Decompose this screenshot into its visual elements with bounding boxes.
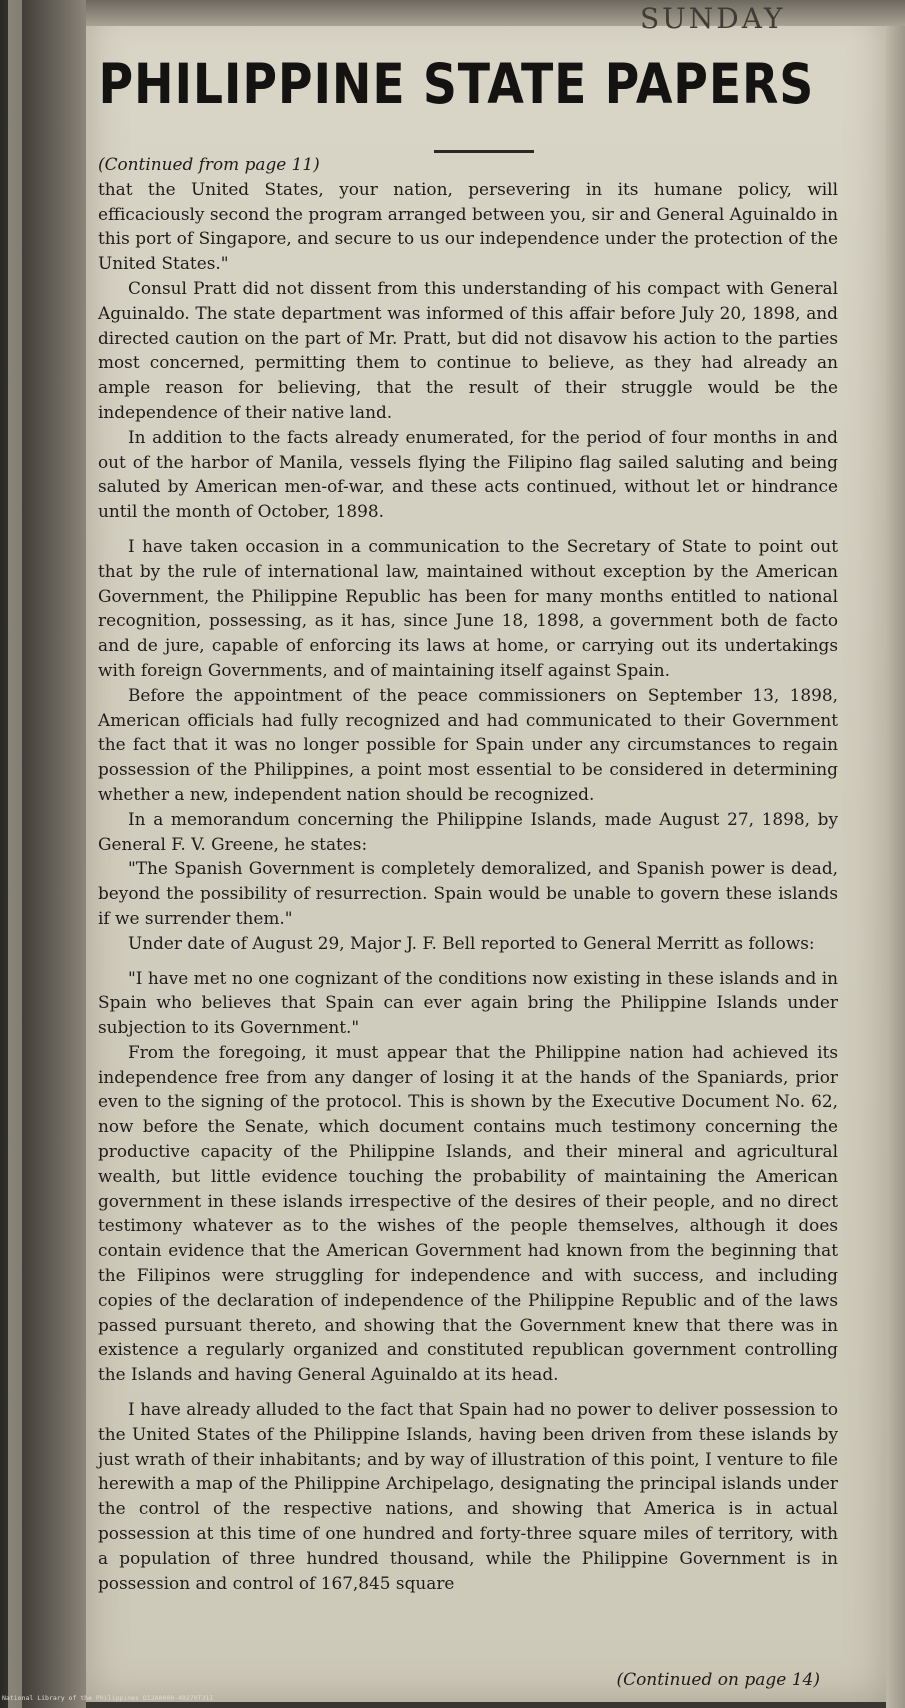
paragraph: From the foregoing, it must appear that the Philippine nation had achieved its independence free from any danger of losing it at the hands of the Spaniards, prior even to the signing of the protocol. This is shown by the Executive Document No. 62, now before the Senate, which document contains much testimony concerning the productive capacity of the Philippine Islands, and their mineral and agricultural wealth, but little evidence touching the probability of maintaining the American government in these islands irrespective of the desires of their people, and no direct testimony whatever as to the wishes of the people themselves, although it does contain evidence that the American Government had known from the beginning that the Filipinos were struggling for independence and with success, and including copies of the declaration of independence of the Philippine Republic and of the laws passed pursuant thereto, and showing that the Government knew that there was in existence a regularly organized and constituted republican government controlling the Islands and having General Aguinaldo at its head. — [98, 1041, 838, 1385]
paragraph: Under date of August 29, Major J. F. Bell reported to General Merritt as follows: — [128, 932, 815, 953]
continued-from-note: (Continued from page 11) — [98, 154, 320, 174]
book-binding — [0, 0, 86, 1708]
paragraph: that the United States, your nation, persevering in its humane policy, will efficaciously second the program arranged between you, sir and General Aguinaldo in this port of Singapore, and secure to us our independence under the protection of the United States." — [98, 178, 838, 274]
article-column — [98, 152, 838, 1595]
masthead-day: SUNDAY — [640, 2, 786, 35]
paragraph: In addition to the facts already enumerated, for the period of four months in and out of the harbor of Manila, vessels flying the Filipino flag sailed saluting and being saluted by American men-of-war, and these acts continued, without let or hindrance until the month of October, 1898. — [98, 426, 838, 522]
continued-on-note: (Continued on page 14) — [616, 1670, 820, 1690]
scan-credit: National Library of the Philippines D12A0000-49270T31I — [2, 1694, 214, 1702]
paragraph: I have already alluded to the fact that Spain had no power to deliver possession to the United States of the Philippine Islands, having been driven from these islands by just wrath of their inhabitants; and by way of illustration of this point, I venture to file herewith a map of the Philippine Archipelago, designating the principal islands under the control of the respective nations, and showing that America is in actual possession at this time of one hundred and forty-three square miles of territory, with a population of three hundred thousand, while the Philippine Government is in possession and control of 167,845 square — [98, 1399, 838, 1593]
paragraph: In a memorandum concerning the Philippine Islands, made August 27, 1898, by General F. V. Greene, he states: — [98, 808, 838, 854]
page-right-edge — [886, 0, 905, 1708]
paragraph: I have taken occasion in a communication to the Secretary of State to point out that by the rule of international law, maintained without exception by the American Government, the Philippine Republic has been for many months entitled to national recognition, possessing, as it has, since June 18, 1898, a government both de facto and de jure, capable of enforcing its laws at home, or carrying out its undertakings with foreign Governments, and of maintaining itself against Spain. — [98, 535, 838, 680]
quote-paragraph: "I have met no one cognizant of the conditions now existing in these islands and in Spain who believes that Spain can ever again bring the Philippine Islands under subjection to its Government." — [98, 967, 838, 1038]
paragraph: Before the appointment of the peace commissioners on September 13, 1898, American officials had fully recognized and had communicated to their Government the fact that it was no longer possible for Spain under any circumstances to regain possession of the Philippines, a point most essential to be considered in determining whether a new, independent nation should be recognized. — [98, 684, 838, 804]
article-headline: PHILIPPINE STATE PAPERS — [98, 52, 815, 116]
paragraph: Consul Pratt did not dissent from this understanding of his compact with General Aguinaldo. The state department was informed of this affair before July 20, 1898, and directed caution on the part of Mr. Pratt, but did not disavow his action to the parties most concerned, permitting them to continue to believe, as they had already an ample reason for believing, that the result of their struggle would be the independence of their native land. — [98, 277, 838, 422]
quote-paragraph: "The Spanish Government is completely demoralized, and Spanish power is dead, beyond the possibility of resurrection. Spain would be unable to govern these islands if we surrender them." — [98, 858, 838, 928]
binding-strip — [8, 0, 22, 1708]
